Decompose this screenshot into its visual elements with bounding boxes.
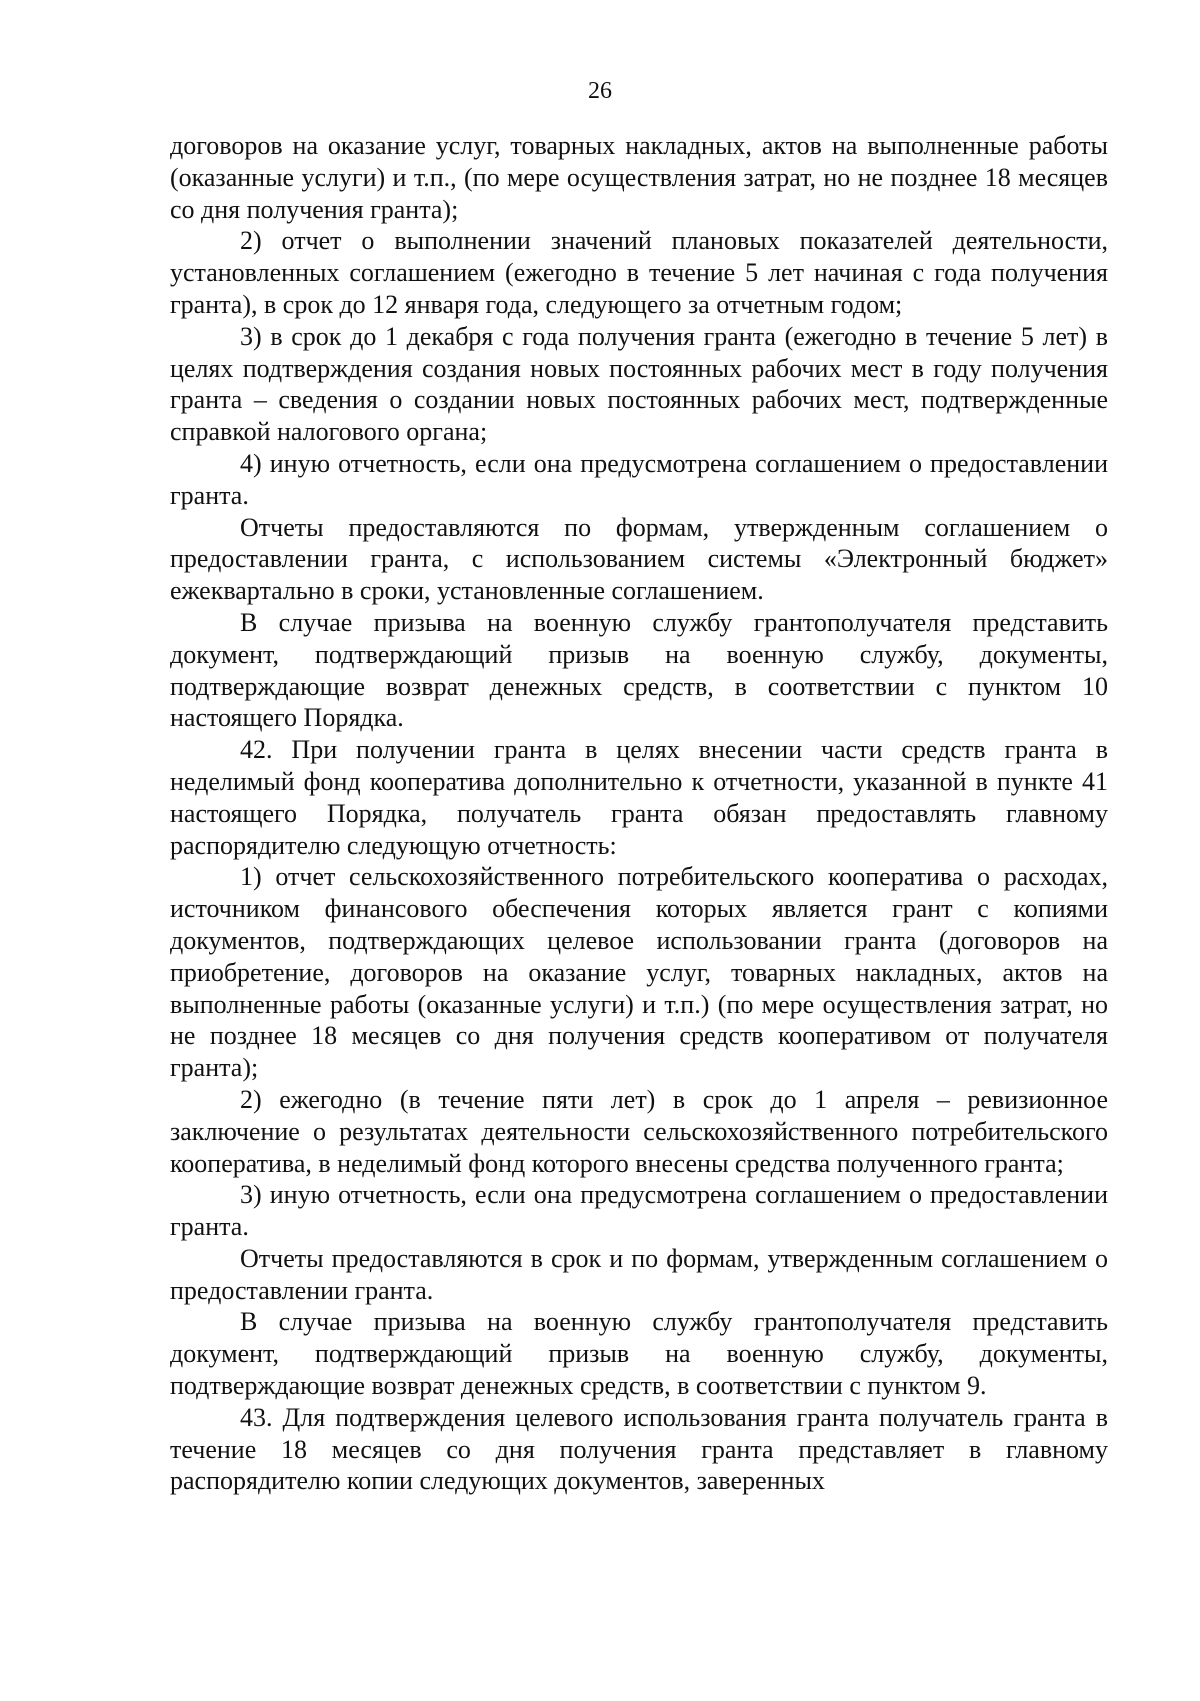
- paragraph-42-item-2: 2) ежегодно (в течение пяти лет) в срок до 1 апреля – ревизионное заключение о результатах деятельности сельскохозяйственного потребительского кооператива, в неделимый фонд которого внесены средства полученного гранта;: [170, 1084, 1108, 1178]
- page-number: 26: [588, 78, 612, 104]
- paragraph-42-military-service: В случае призыва на военную службу грантополучателя представить документ, подтверждающий призыв на военную службу, документы, подтверждающие возврат денежных средств, в соответствии с пунктом 9.: [170, 1307, 1108, 1401]
- paragraph-42-reports: Отчеты предоставляются в срок и по формам, утвержденным соглашением о предоставлении гранта.: [170, 1243, 1108, 1305]
- paragraph-item-3: 3) в срок до 1 декабря с года получения гранта (ежегодно в течение 5 лет) в целях подтверждения создания новых постоянных рабочих мест в году получения гранта – сведения о создании новых постоянных рабочих мест, подтвержденные справкой налогового органа;: [170, 321, 1108, 447]
- paragraph-42-item-1: 1) отчет сельскохозяйственного потребительского кооператива о расходах, источником финансового обеспечения которых является грант с копиями документов, подтверждающих целевое использовании гранта (договоров на приобретение, договоров на оказание услуг, товарных накладных, актов на выполненные работы (оказанные услуги) и т.п.) (по мере осуществления затрат, но не позднее 18 месяцев со дня получения средств кооперативом от получателя гранта);: [170, 862, 1108, 1083]
- paragraph-42-item-3: 3) иную отчетность, если она предусмотрена соглашением о предоставлении гранта.: [170, 1180, 1108, 1242]
- document-body: [170, 130, 1108, 1497]
- paragraph-military-service: В случае призыва на военную службу грантополучателя представить документ, подтверждающий призыв на военную службу, документы, подтверждающие возврат денежных средств, в соответствии с пунктом 10 настоящего Порядка.: [170, 607, 1108, 733]
- paragraph-reports-forms: Отчеты предоставляются по формам, утвержденным соглашением о предоставлении гранта, с использованием системы «Электронный бюджет» ежеквартально в сроки, установленные соглашением.: [170, 512, 1108, 606]
- paragraph-continuation: договоров на оказание услуг, товарных накладных, актов на выполненные работы (оказанные услуги) и т.п., (по мере осуществления затрат, но не позднее 18 месяцев со дня получения гранта);: [170, 131, 1108, 224]
- paragraph-section-42: 42. При получении гранта в целях внесении части средств гранта в неделимый фонд кооператива дополнительно к отчетности, указанной в пункте 41 настоящего Порядка, получатель гранта обязан предоставлять главному распорядителю следующую отчетность:: [170, 735, 1108, 860]
- paragraph-item-4: 4) иную отчетность, если она предусмотрена соглашением о предоставлении гранта.: [170, 448, 1108, 510]
- paragraph-section-43: 43. Для подтверждения целевого использования гранта получатель гранта в течение 18 месяцев со дня получения гранта представляет в главному распорядителю копии следующих документов, заверенных: [170, 1402, 1108, 1496]
- paragraph-item-2: 2) отчет о выполнении значений плановых показателей деятельности, установленных соглашением (ежегодно в течение 5 лет начиная с года получения гранта), в срок до 12 января года, следующего за отчетным годом;: [170, 226, 1108, 319]
